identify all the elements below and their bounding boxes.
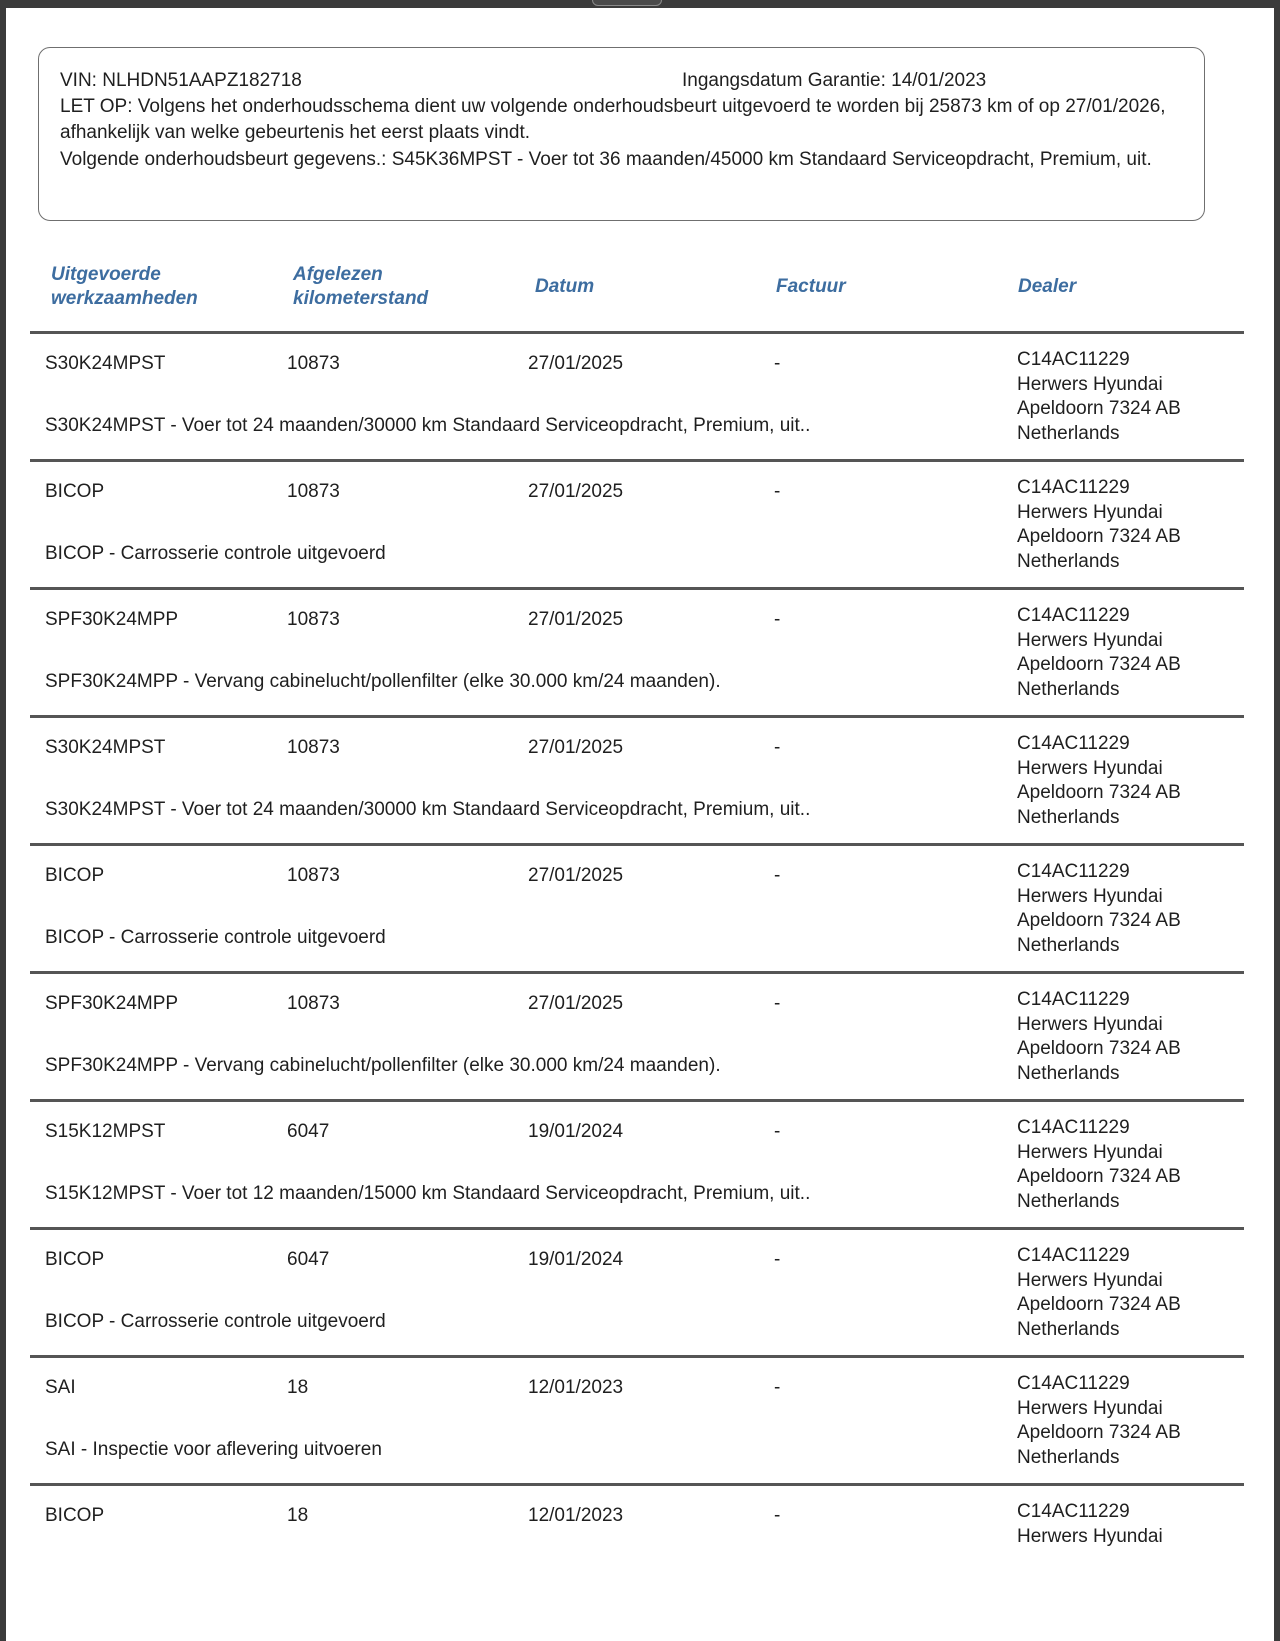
dealer-name: Herwers Hyundai bbox=[1017, 1525, 1163, 1547]
invoice: - bbox=[774, 609, 781, 630]
dealer-name: Herwers Hyundai bbox=[1017, 885, 1163, 907]
dealer-code: C14AC11229 bbox=[1017, 1117, 1130, 1138]
dealer-city: Apeldoorn 7324 AB bbox=[1017, 1294, 1181, 1315]
dealer-country: Netherlands bbox=[1017, 934, 1120, 956]
dealer-name: Herwers Hyundai bbox=[1017, 501, 1163, 523]
table-header bbox=[30, 263, 1244, 331]
service-date: 27/01/2025 bbox=[528, 993, 624, 1014]
mileage-reading: 18 bbox=[287, 1505, 309, 1526]
invoice: - bbox=[774, 1121, 781, 1142]
dealer-code: C14AC11229 bbox=[1017, 1245, 1130, 1266]
dealer-info bbox=[1017, 1116, 1181, 1214]
dealer-city: Apeldoorn 7324 AB bbox=[1017, 1038, 1181, 1059]
dealer-country: Netherlands bbox=[1017, 1190, 1120, 1212]
mileage-reading: 10873 bbox=[287, 737, 340, 758]
dealer-code: C14AC11229 bbox=[1017, 989, 1130, 1010]
header-work: Uitgevoerde werkzaamheden bbox=[51, 264, 198, 309]
service-date: 12/01/2023 bbox=[528, 1377, 624, 1398]
dealer-name: Herwers Hyundai bbox=[1017, 629, 1163, 651]
dealer-country: Netherlands bbox=[1017, 550, 1120, 572]
service-description: BICOP - Carrosserie controle uitgevoerd bbox=[45, 543, 386, 564]
table-row bbox=[30, 974, 1244, 1102]
dealer-info bbox=[1017, 1372, 1181, 1470]
service-history-table bbox=[30, 334, 1244, 1614]
dealer-name: Herwers Hyundai bbox=[1017, 373, 1163, 395]
dealer-code: C14AC11229 bbox=[1017, 349, 1130, 370]
service-date: 12/01/2023 bbox=[528, 1505, 624, 1526]
dealer-city: Apeldoorn 7324 AB bbox=[1017, 782, 1181, 803]
next-service-warning: LET OP: Volgens het onderhoudsschema dient uw volgende onderhoudsbeurt uitgevoerd te worden bij 25873 km of op 27/01/2026, afhankelijk van welke gebeurtenis het eerst plaats vindt. bbox=[60, 96, 1166, 143]
table-row bbox=[30, 718, 1244, 846]
table-row bbox=[30, 846, 1244, 974]
header-invoice: Factuur bbox=[776, 276, 846, 297]
table-row bbox=[30, 1358, 1244, 1486]
dealer-code: C14AC11229 bbox=[1017, 1501, 1130, 1522]
dealer-info bbox=[1017, 860, 1181, 958]
service-date: 27/01/2025 bbox=[528, 353, 624, 374]
viewer-top-bar bbox=[0, 0, 1280, 8]
invoice: - bbox=[774, 481, 781, 502]
table-row bbox=[30, 590, 1244, 718]
table-row bbox=[30, 462, 1244, 590]
warranty-start-date: Ingangsdatum Garantie: 14/01/2023 bbox=[682, 70, 987, 91]
dealer-name: Herwers Hyundai bbox=[1017, 757, 1163, 779]
dealer-country: Netherlands bbox=[1017, 1318, 1120, 1340]
mileage-reading: 6047 bbox=[287, 1249, 330, 1270]
service-description: BICOP - Carrosserie controle uitgevoerd bbox=[45, 927, 386, 948]
service-description: S30K24MPST - Voer tot 24 maanden/30000 km Standaard Serviceopdracht, Premium, uit.. bbox=[45, 415, 811, 436]
table-row bbox=[30, 1230, 1244, 1358]
invoice: - bbox=[774, 1505, 781, 1526]
dealer-info bbox=[1017, 348, 1181, 446]
dealer-city: Apeldoorn 7324 AB bbox=[1017, 1166, 1181, 1187]
service-date: 27/01/2025 bbox=[528, 737, 624, 758]
service-description: SPF30K24MPP - Vervang cabinelucht/pollenfilter (elke 30.000 km/24 maanden). bbox=[45, 1055, 721, 1076]
dealer-info bbox=[1017, 988, 1181, 1086]
dealer-city: Apeldoorn 7324 AB bbox=[1017, 398, 1181, 419]
service-code: BICOP bbox=[45, 1505, 105, 1526]
dealer-country: Netherlands bbox=[1017, 1446, 1120, 1468]
service-date: 19/01/2024 bbox=[528, 1121, 624, 1142]
service-code: S30K24MPST bbox=[45, 737, 166, 758]
header-date: Datum bbox=[535, 276, 595, 297]
dealer-name: Herwers Hyundai bbox=[1017, 1269, 1163, 1291]
invoice: - bbox=[774, 737, 781, 758]
service-code: SPF30K24MPP bbox=[45, 609, 179, 630]
dealer-code: C14AC11229 bbox=[1017, 733, 1130, 754]
dealer-city: Apeldoorn 7324 AB bbox=[1017, 654, 1181, 675]
viewer-handle[interactable] bbox=[592, 0, 662, 6]
dealer-code: C14AC11229 bbox=[1017, 477, 1130, 498]
mileage-reading: 6047 bbox=[287, 1121, 330, 1142]
dealer-name: Herwers Hyundai bbox=[1017, 1013, 1163, 1035]
mileage-reading: 10873 bbox=[287, 993, 340, 1014]
service-code: SPF30K24MPP bbox=[45, 993, 179, 1014]
dealer-country: Netherlands bbox=[1017, 422, 1120, 444]
service-date: 27/01/2025 bbox=[528, 609, 624, 630]
service-description: S30K24MPST - Voer tot 24 maanden/30000 km Standaard Serviceopdracht, Premium, uit.. bbox=[45, 799, 811, 820]
service-code: S15K12MPST bbox=[45, 1121, 166, 1142]
service-description: S15K12MPST - Voer tot 12 maanden/15000 km Standaard Serviceopdracht, Premium, uit.. bbox=[45, 1183, 811, 1204]
service-date: 19/01/2024 bbox=[528, 1249, 624, 1270]
service-code: BICOP bbox=[45, 865, 105, 886]
service-code: BICOP bbox=[45, 481, 105, 502]
header-dealer: Dealer bbox=[1018, 276, 1077, 297]
vin-number: VIN: NLHDN51AAPZ182718 bbox=[60, 70, 302, 91]
dealer-country: Netherlands bbox=[1017, 678, 1120, 700]
dealer-info bbox=[1017, 732, 1181, 830]
invoice: - bbox=[774, 1377, 781, 1398]
table-row bbox=[30, 1486, 1244, 1614]
dealer-info bbox=[1017, 1244, 1181, 1342]
mileage-reading: 10873 bbox=[287, 481, 340, 502]
table-row bbox=[30, 1102, 1244, 1230]
dealer-name: Herwers Hyundai bbox=[1017, 1141, 1163, 1163]
dealer-country: Netherlands bbox=[1017, 806, 1120, 828]
dealer-country: Netherlands bbox=[1017, 1062, 1120, 1084]
dealer-code: C14AC11229 bbox=[1017, 861, 1130, 882]
table-row bbox=[30, 334, 1244, 462]
service-code: SAI bbox=[45, 1377, 76, 1398]
dealer-city: Apeldoorn 7324 AB bbox=[1017, 910, 1181, 931]
service-description: BICOP - Carrosserie controle uitgevoerd bbox=[45, 1311, 386, 1332]
mileage-reading: 18 bbox=[287, 1377, 309, 1398]
invoice: - bbox=[774, 1249, 781, 1270]
service-date: 27/01/2025 bbox=[528, 865, 624, 886]
service-date: 27/01/2025 bbox=[528, 481, 624, 502]
service-code: BICOP bbox=[45, 1249, 105, 1270]
mileage-reading: 10873 bbox=[287, 865, 340, 886]
dealer-info bbox=[1017, 1500, 1163, 1549]
next-service-details: Volgende onderhoudsbeurt gegevens.: S45K36MPST - Voer tot 36 maanden/45000 km Standaard Serviceopdracht, Premium, uit. bbox=[60, 149, 1152, 170]
service-description: SAI - Inspectie voor aflevering uitvoeren bbox=[45, 1439, 382, 1460]
dealer-info bbox=[1017, 604, 1181, 702]
invoice: - bbox=[774, 865, 781, 886]
service-description: SPF30K24MPP - Vervang cabinelucht/pollenfilter (elke 30.000 km/24 maanden). bbox=[45, 671, 721, 692]
header-mileage: Afgelezen kilometerstand bbox=[293, 264, 429, 309]
mileage-reading: 10873 bbox=[287, 609, 340, 630]
invoice: - bbox=[774, 993, 781, 1014]
maintenance-notice-box bbox=[38, 47, 1205, 221]
invoice: - bbox=[774, 353, 781, 374]
mileage-reading: 10873 bbox=[287, 353, 340, 374]
dealer-code: C14AC11229 bbox=[1017, 605, 1130, 626]
dealer-city: Apeldoorn 7324 AB bbox=[1017, 526, 1181, 547]
dealer-info bbox=[1017, 476, 1181, 574]
dealer-name: Herwers Hyundai bbox=[1017, 1397, 1163, 1419]
dealer-code: C14AC11229 bbox=[1017, 1373, 1130, 1394]
dealer-city: Apeldoorn 7324 AB bbox=[1017, 1422, 1181, 1443]
service-code: S30K24MPST bbox=[45, 353, 166, 374]
